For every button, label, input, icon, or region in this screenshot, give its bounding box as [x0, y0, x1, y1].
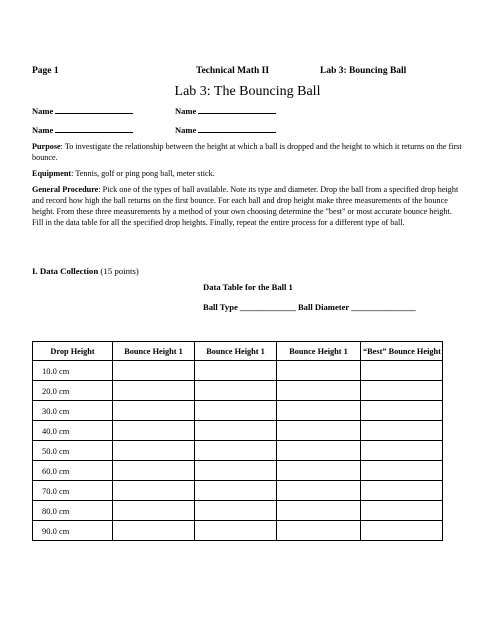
column-header: Bounce Height 1	[277, 342, 361, 361]
table-header-row	[33, 342, 443, 361]
best-bounce-cell[interactable]	[361, 421, 443, 441]
bounce-cell[interactable]	[195, 421, 277, 441]
table-caption: Data Table for the Ball 1	[203, 282, 293, 292]
name-underline[interactable]	[55, 123, 133, 133]
bounce-cell[interactable]	[277, 501, 361, 521]
name-label: Name	[175, 125, 197, 135]
name-field-1[interactable]	[32, 104, 133, 116]
name-label: Name	[32, 106, 54, 116]
bounce-cell[interactable]	[277, 521, 361, 541]
page-title: Lab 3: The Bouncing Ball	[174, 84, 321, 99]
drop-height-cell: 70.0 cm	[33, 481, 113, 501]
name-label: Name	[32, 125, 54, 135]
course-name: Technical Math II	[196, 66, 270, 76]
column-header: Drop Height	[33, 342, 113, 361]
drop-height-cell: 20.0 cm	[33, 381, 113, 401]
name-underline[interactable]	[198, 104, 276, 114]
name-label: Name	[175, 106, 197, 116]
name-field-2[interactable]	[175, 104, 276, 116]
best-bounce-cell[interactable]	[361, 461, 443, 481]
equipment-paragraph	[32, 168, 464, 179]
bounce-cell[interactable]	[113, 521, 195, 541]
table-row	[33, 381, 443, 401]
bounce-cell[interactable]	[195, 461, 277, 481]
bounce-cell[interactable]	[113, 441, 195, 461]
bounce-cell[interactable]	[277, 481, 361, 501]
data-table	[32, 341, 443, 541]
section-label: I. Data Collection	[32, 266, 99, 276]
bounce-cell[interactable]	[195, 521, 277, 541]
best-bounce-cell[interactable]	[361, 361, 443, 381]
drop-height-cell: 80.0 cm	[33, 501, 113, 521]
best-bounce-cell[interactable]	[361, 381, 443, 401]
best-bounce-cell[interactable]	[361, 441, 443, 461]
bounce-cell[interactable]	[195, 401, 277, 421]
name-field-4[interactable]	[175, 123, 276, 135]
name-underline[interactable]	[55, 104, 133, 114]
table-row	[33, 461, 443, 481]
bounce-cell[interactable]	[113, 481, 195, 501]
best-bounce-cell[interactable]	[361, 481, 443, 501]
drop-height-cell: 10.0 cm	[33, 361, 113, 381]
bounce-cell[interactable]	[277, 381, 361, 401]
bounce-cell[interactable]	[195, 381, 277, 401]
equipment-label: Equipment	[32, 169, 72, 178]
section-heading	[32, 266, 139, 276]
procedure-label: General Procedure	[32, 185, 99, 194]
bounce-cell[interactable]	[277, 361, 361, 381]
bounce-cell[interactable]	[113, 501, 195, 521]
table-row	[33, 441, 443, 461]
table-row	[33, 521, 443, 541]
bounce-cell[interactable]	[113, 421, 195, 441]
bounce-cell[interactable]	[195, 361, 277, 381]
purpose-text: : To investigate the relationship between the height at which a ball is dropped and the height to which it returns on the first bounce.	[32, 142, 462, 162]
equipment-text: : Tennis, golf or ping pong ball, meter stick.	[71, 169, 215, 178]
bounce-cell[interactable]	[277, 421, 361, 441]
bounce-cell[interactable]	[195, 481, 277, 501]
bounce-cell[interactable]	[195, 501, 277, 521]
table-row	[33, 361, 443, 381]
bounce-cell[interactable]	[113, 401, 195, 421]
procedure-text: : Pick one of the types of ball available. Note its type and diameter. Drop the ball from a specified drop height and record how high the ball returns on the first bounce. For each ball and drop height make three measurements of the bounce height. From these three measurements by a method of your own choosing determine the "best" or most accurate bounce height. Fill in the data table for all the specified drop heights. Finally, repeat the entire process for a different type of ball.	[32, 185, 459, 227]
drop-height-cell: 30.0 cm	[33, 401, 113, 421]
bounce-cell[interactable]	[277, 441, 361, 461]
bounce-cell[interactable]	[277, 461, 361, 481]
ball-type-line[interactable]: Ball Type _____________ Ball Diameter _______________	[203, 302, 416, 312]
drop-height-cell: 50.0 cm	[33, 441, 113, 461]
name-underline[interactable]	[198, 123, 276, 133]
table-row	[33, 501, 443, 521]
bounce-cell[interactable]	[113, 381, 195, 401]
best-bounce-cell[interactable]	[361, 521, 443, 541]
page-number: Page 1	[32, 66, 59, 76]
drop-height-cell: 90.0 cm	[33, 521, 113, 541]
bounce-cell[interactable]	[113, 361, 195, 381]
column-header: “Best” Bounce Height	[361, 342, 443, 361]
bounce-cell[interactable]	[277, 401, 361, 421]
lab-name: Lab 3: Bouncing Ball	[320, 66, 407, 76]
table-row	[33, 401, 443, 421]
table-row	[33, 421, 443, 441]
procedure-paragraph	[32, 184, 464, 228]
purpose-paragraph	[32, 141, 464, 163]
purpose-label: Purpose	[32, 142, 61, 151]
drop-height-cell: 60.0 cm	[33, 461, 113, 481]
column-header: Bounce Height 1	[195, 342, 277, 361]
column-header: Bounce Height 1	[113, 342, 195, 361]
best-bounce-cell[interactable]	[361, 401, 443, 421]
drop-height-cell: 40.0 cm	[33, 421, 113, 441]
name-field-3[interactable]	[32, 123, 133, 135]
bounce-cell[interactable]	[195, 441, 277, 461]
section-points: (15 points)	[98, 266, 139, 276]
best-bounce-cell[interactable]	[361, 501, 443, 521]
table-row	[33, 481, 443, 501]
bounce-cell[interactable]	[113, 461, 195, 481]
